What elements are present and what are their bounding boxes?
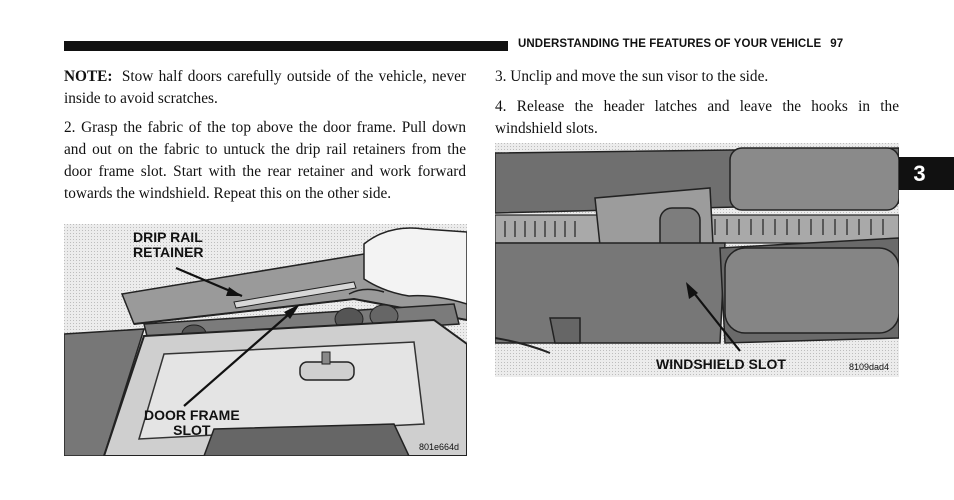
running-header (518, 38, 843, 50)
page-number: 97 (830, 38, 844, 50)
step-3-paragraph: 3. Unclip and move the sun visor to the side. (495, 68, 769, 85)
windshield-slot-drawing (495, 143, 899, 377)
windshield-slot-callout: WINDSHIELD SLOT (656, 356, 786, 372)
note-label: NOTE: (64, 68, 113, 85)
drip-rail-illustration (64, 224, 467, 456)
section-tab: 3 (899, 157, 954, 190)
drip-rail-drawing (64, 224, 467, 456)
door-frame-slot-callout: DOOR FRAME SLOT (144, 407, 240, 438)
note-paragraph (64, 66, 466, 110)
drip-rail-retainer-callout: DRIP RAIL RETAINER (133, 229, 204, 260)
step-4-paragraph: 4. Release the header latches and leave the hooks in the windshield slots. (495, 98, 899, 137)
figure-2-code: 8109dad4 (849, 362, 890, 372)
figure-1-code: 801e664d (419, 442, 460, 452)
step-2-paragraph: 2. Grasp the fabric of the top above the door frame. Pull down and out on the fabric to untuck the drip rail retainers from the door frame slot. Start with the rear retainer and work forward towards the windshield. Repeat this on the other side. (64, 119, 466, 202)
chapter-title: UNDERSTANDING THE FEATURES OF YOUR VEHICLE (518, 38, 822, 50)
note-text: Stow half doors carefully outside of the vehicle, never inside to avoid scratches. (64, 68, 466, 107)
header-rule (64, 41, 508, 51)
windshield-slot-illustration (495, 143, 899, 377)
